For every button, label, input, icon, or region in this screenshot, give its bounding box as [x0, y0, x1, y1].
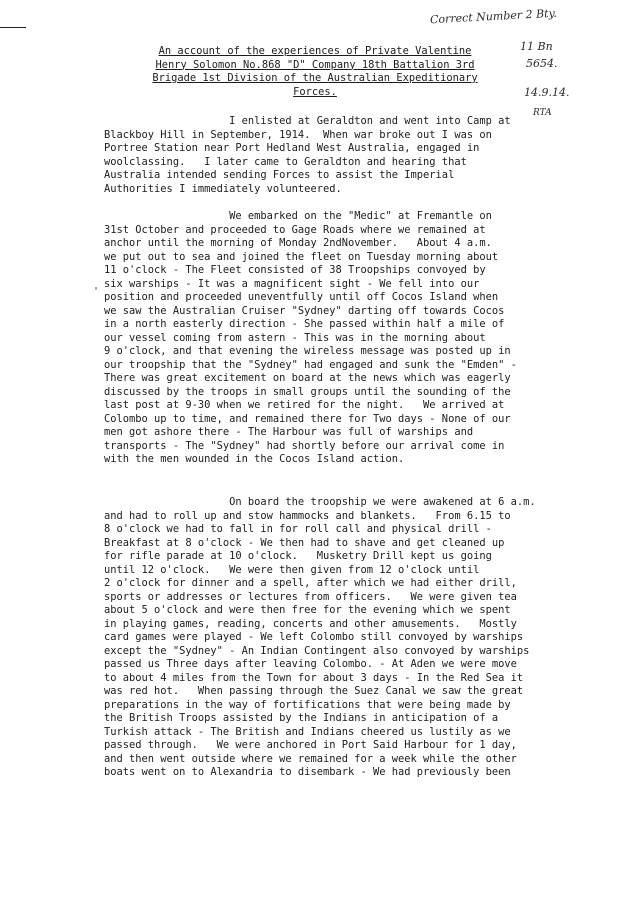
handwritten-number: 5654. [526, 57, 558, 70]
document-title: An account of the experiences of Private Valentine Henry Solomon No.868 "D" Company 18th Battalion 3rd Brigade 1st Division of the Australian Expeditionary Forces. [152, 45, 478, 98]
margin-tick: ' [93, 286, 100, 297]
margin-mark [0, 27, 26, 28]
handwritten-rta: RTA [533, 108, 552, 118]
paragraph-troopship-routine: On board the troopship we were awakened at 6 a.m. and had to roll up and stow hammocks and blankets. From 6.15 to 8 o'clock we had to fall in for roll call and physical drill - Breakfast at 8 o'clock - We then had to shave and get cleaned up for rifle parade at 10 o'clock. Musketry Drill kept us going until 12 o'clock. We were then given from 12 o'clock until 2 o'clock for dinner and a spell, after which we had either drill, sports or addresses or lectures from officers. We were given tea about 5 o'clock and were then free for the evening which we spent in playing games, reading, concerts and other amusements. Mostly card games were played - We left Colombo still convoyed by warships except the "Sydney" - An Indian Contingent also convoyed by warships passed us Three days after leaving Colombo. - At Aden we were move to about 4 miles from the Town for about 3 days - In the Red Sea it was red hot. When passing through the Suez Canal we saw the great preparations in the way of fortifications that were being made by the British Troops assisted by the Indians in anticipation of a Turkish attack - The British and Indians cheered us lustily as we passed through. We were anchored in Port Said Harbour for 1 day, and then went outside where we remained for a week while the other boats went on to Alexandria to disembark - We had previously been [104, 496, 536, 778]
handwritten-date: 14.9.14. [524, 86, 570, 99]
paragraph-voyage: We embarked on the "Medic" at Fremantle on 31st October and proceeded to Gage Roads where we remained at anchor until the morning of Monday 2ndNovember. About 4 a.m. we put out to sea and joined the fleet on Tuesday morning about 11 o'clock - The Fleet consisted of 38 Troopships convoyed by six warships - It was a magnificent sight - We fell into our position and proceeded uneventfully until off Cocos Island when we saw the Australian Cruiser "Sydney" darting off towards Cocos in a north easterly direction - She passed within half a mile of our vessel coming from astern - This was in the morning about 9 o'clock, and that evening the wireless message was posted up in our troopship that the "Sydney" had engaged and sunk the "Emden" - There was great excitement on board at the news which was eagerly discussed by the troops in small groups until the sounding of the last post at 9-30 when we retired for the night. We arrived at Colombo up to time, and remained there for Two days - None of our men got ashore there - The Harbour was full of warships and transports - The "Sydney" had shortly before our arrival come in with the men wounded in the Cocos Island action. [104, 210, 517, 465]
handwritten-battalion: 11 Bn [520, 40, 553, 53]
paragraph-enlistment: I enlisted at Geraldton and went into Camp at Blackboy Hill in September, 1914. When war broke out I was on Portree Station near Port Hedland West Australia, engaged in woolclassing. I later came to Geraldton and hearing that Australia intended sending Forces to assist the Imperial Authorities I immediately volunteered. [104, 115, 511, 195]
handwritten-note-top: Correct Number 2 Bty. [429, 6, 558, 27]
